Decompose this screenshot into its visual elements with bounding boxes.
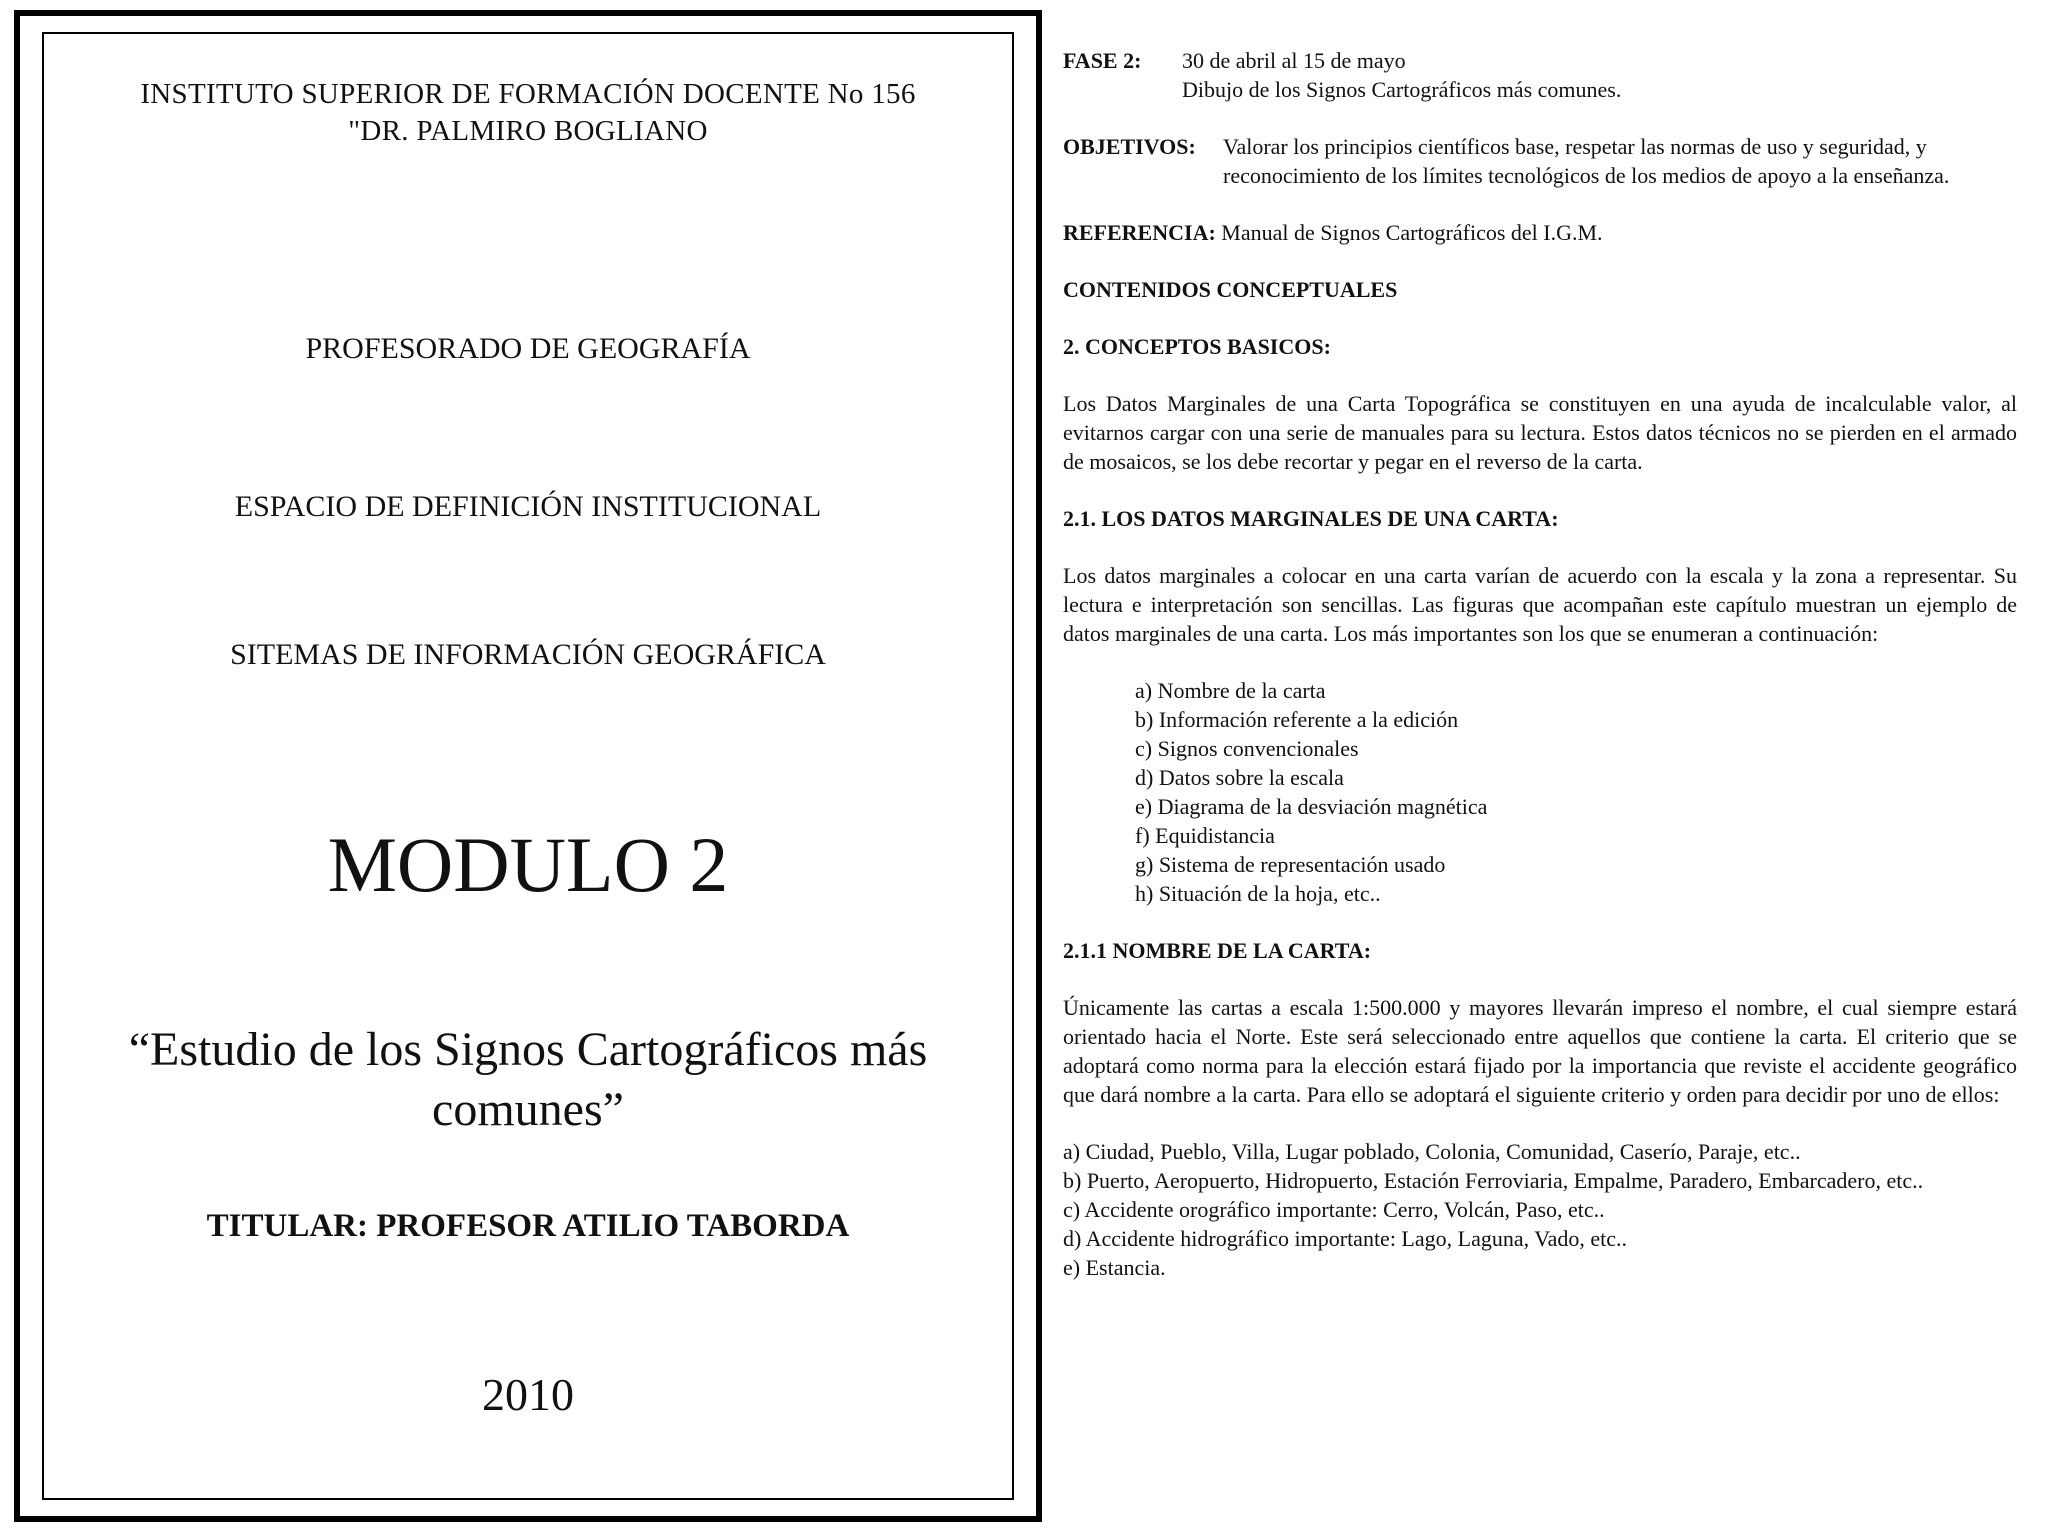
list-item: c) Accidente orográfico importante: Cerro, Volcán, Paso, etc.. — [1063, 1197, 1605, 1222]
list-item: c) Signos convencionales — [1135, 736, 1359, 761]
list-item: e) Estancia. — [1063, 1255, 1166, 1280]
objetivos-label: OBJETIVOS: — [1063, 134, 1196, 159]
module-subtitle: “Estudio de los Signos Cartográficos más comunes” — [128, 1023, 928, 1136]
nombre-carta-paragraph: Únicamente las cartas a escala 1:500.000 y mayores llevarán impreso el nombre, el cual siempre estará orientado hacia el Norte. Este será seleccionado entre aquellos que contiene la carta. El criterio que se adoptará como norma para la elección estará fijado por la importancia que reviste el accidente geográfico que dará nombre a la carta. Para ello se adoptará el siguiente criterio y orden para decidir por uno de ellos: — [1063, 995, 2017, 1107]
cover-page-inner-border — [42, 32, 1014, 1500]
cover-page-outer-border — [14, 10, 1042, 1522]
list-item: g) Sistema de representación usado — [1135, 852, 1446, 877]
list-item: f) Equidistancia — [1135, 823, 1275, 848]
subject-title: SITEMAS DE INFORMACIÓN GEOGRÁFICA — [230, 638, 826, 671]
program-title: PROFESORADO DE GEOGRAFÍA — [305, 332, 751, 365]
referencia-block — [1063, 218, 2017, 247]
list-item: h) Situación de la hoja, etc.. — [1135, 881, 1381, 906]
fase-block — [1063, 46, 2017, 104]
datos-marginales-heading: 2.1. LOS DATOS MARGINALES DE UNA CARTA: — [1063, 506, 1559, 531]
objetivos-block — [1063, 132, 2017, 190]
list-item: e) Diagrama de la desviación magnética — [1135, 794, 1488, 819]
conceptos-heading: 2. CONCEPTOS BASICOS: — [1063, 334, 1331, 359]
objetivos-text: Valorar los principios científicos base, respetar las normas de uso y seguridad, y reconocimiento de los límites tecnológicos de los medios de apoyo a la enseñanza. — [1223, 134, 1950, 188]
institute-name — [44, 76, 1012, 150]
list-item: a) Nombre de la carta — [1135, 678, 1326, 703]
module-title: MODULO 2 — [327, 821, 729, 908]
nombre-carta-heading: 2.1.1 NOMBRE DE LA CARTA: — [1063, 938, 1372, 963]
cover-year: 2010 — [482, 1369, 574, 1420]
referencia-text: Manual de Signos Cartográficos del I.G.M. — [1221, 220, 1603, 245]
datos-marginales-list — [1063, 676, 2017, 908]
referencia-label: REFERENCIA: — [1063, 220, 1216, 245]
content-page — [1063, 46, 2017, 1282]
fase-description: Dibujo de los Signos Cartográficos más comunes. — [1182, 77, 1622, 102]
institute-line-2: "DR. PALMIRO BOGLIANO — [348, 115, 708, 147]
conceptos-paragraph: Los Datos Marginales de una Carta Topográfica se constituyen en una ayuda de incalculable valor, al evitarnos cargar con una serie de manuales para su lectura. Estos datos técnicos no se pierden en el armado de mosaicos, se los debe recortar y pegar en el reverso de la carta. — [1063, 391, 2017, 474]
titular-professor: TITULAR: PROFESOR ATILIO TABORDA — [206, 1208, 850, 1244]
contenidos-heading: CONTENIDOS CONCEPTUALES — [1063, 277, 1398, 302]
institute-line-1: INSTITUTO SUPERIOR DE FORMACIÓN DOCENTE No 156 — [140, 78, 916, 110]
datos-marginales-paragraph: Los datos marginales a colocar en una carta varían de acuerdo con la escala y la zona a representar. Su lectura e interpretación son sencillas. Las figuras que acompañan este capítulo muestran un ejemplo de datos marginales de una carta. Los más importantes son los que se enumeran a continuación: — [1063, 563, 2017, 646]
list-item: b) Puerto, Aeropuerto, Hidropuerto, Estación Ferroviaria, Empalme, Paradero, Embarcadero, etc.. — [1063, 1168, 1924, 1193]
nombre-carta-criteria-list — [1063, 1137, 2017, 1282]
list-item: d) Accidente hidrográfico importante: Lago, Laguna, Vado, etc.. — [1063, 1226, 1628, 1251]
space-title: ESPACIO DE DEFINICIÓN INSTITUCIONAL — [234, 490, 822, 523]
fase-label: FASE 2: — [1063, 48, 1142, 73]
fase-date: 30 de abril al 15 de mayo — [1182, 48, 1406, 73]
list-item: d) Datos sobre la escala — [1135, 765, 1344, 790]
list-item: a) Ciudad, Pueblo, Villa, Lugar poblado, Colonia, Comunidad, Caserío, Paraje, etc.. — [1063, 1139, 1801, 1164]
list-item: b) Información referente a la edición — [1135, 707, 1459, 732]
